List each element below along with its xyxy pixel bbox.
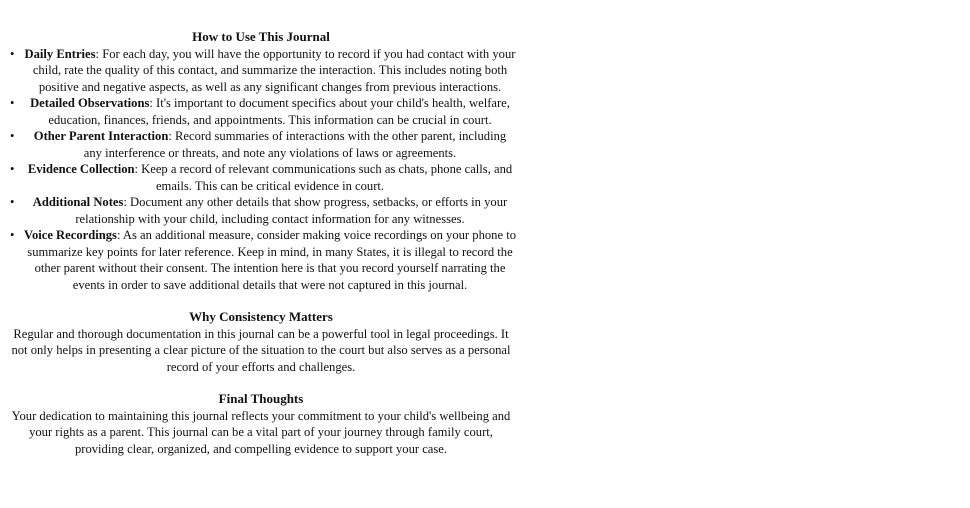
list-item-additional-notes (6, 194, 516, 227)
bullet-icon: • (10, 228, 15, 242)
list-item-voice-recordings (6, 227, 516, 293)
instructions-list (6, 46, 516, 294)
evidence-collection-title: Evidence Collection (27, 162, 135, 176)
bullet-icon: • (10, 46, 15, 61)
additional-notes-text: : Document any other details that show progress, setbacks, or efforts in your relationship with your child, including contact information for any witnesses. (75, 195, 508, 226)
detailed-observations-text: : It's important to document specifics about your child's health, welfare, education, finances, friends, and appointments. This information can be crucial in court. (48, 96, 510, 127)
bullet-icon: • (10, 162, 15, 176)
journal-page (6, 0, 516, 508)
additional-notes-title: Additional Notes (32, 195, 124, 209)
daily-entries-title: Daily Entries (24, 46, 96, 61)
other-parent-interaction-title: Other Parent Interaction (33, 129, 169, 143)
how-to-use-heading: How to Use This Journal (192, 29, 330, 44)
bullet-icon: • (10, 96, 15, 110)
list-item-daily-entries (6, 46, 516, 96)
voice-recordings-text: : As an additional measure, consider making voice recordings on your phone to summarize key points for later reference. Keep in mind, in many States, it is illegal to record the other parent without their consent. The intention here is that you record yourself narrating the events in order to save additional details that were not captured in this journal. (27, 228, 516, 292)
final-thoughts-heading: Final Thoughts (218, 391, 304, 406)
why-consistency-heading: Why Consistency Matters (189, 309, 333, 324)
voice-recordings-title: Voice Recordings (24, 228, 117, 242)
list-item-other-parent-interaction (6, 128, 516, 161)
bullet-icon: • (10, 129, 15, 143)
why-consistency-paragraph: Regular and thorough documentation in this journal can be a powerful tool in legal proceedings. It not only helps in presenting a clear picture of the situation to the court but also serves as a personal record of your efforts and challenges. (11, 326, 511, 374)
daily-entries-text: : For each day, you will have the opportunity to record if you had contact with your child, rate the quality of this contact, and summarize the interaction. This includes noting both positive and negative aspects, as well as any significant changes from previous interactions. (32, 46, 516, 94)
list-item-detailed-observations (6, 95, 516, 128)
final-thoughts-paragraph: Your dedication to maintaining this journal reflects your commitment to your child's wellbeing and your rights as a parent. This journal can be a vital part of your journey through family court, providing clear, organized, and compelling evidence to support your case. (11, 408, 511, 456)
evidence-collection-text: : Keep a record of relevant communications such as chats, phone calls, and emails. This can be critical evidence in court. (134, 162, 513, 193)
detailed-observations-title: Detailed Observations (30, 96, 150, 110)
bullet-icon: • (10, 195, 15, 209)
other-parent-interaction-text: : Record summaries of interactions with the other parent, including any interference or threats, and note any violations of laws or agreements. (83, 129, 507, 160)
list-item-evidence-collection (6, 161, 516, 194)
